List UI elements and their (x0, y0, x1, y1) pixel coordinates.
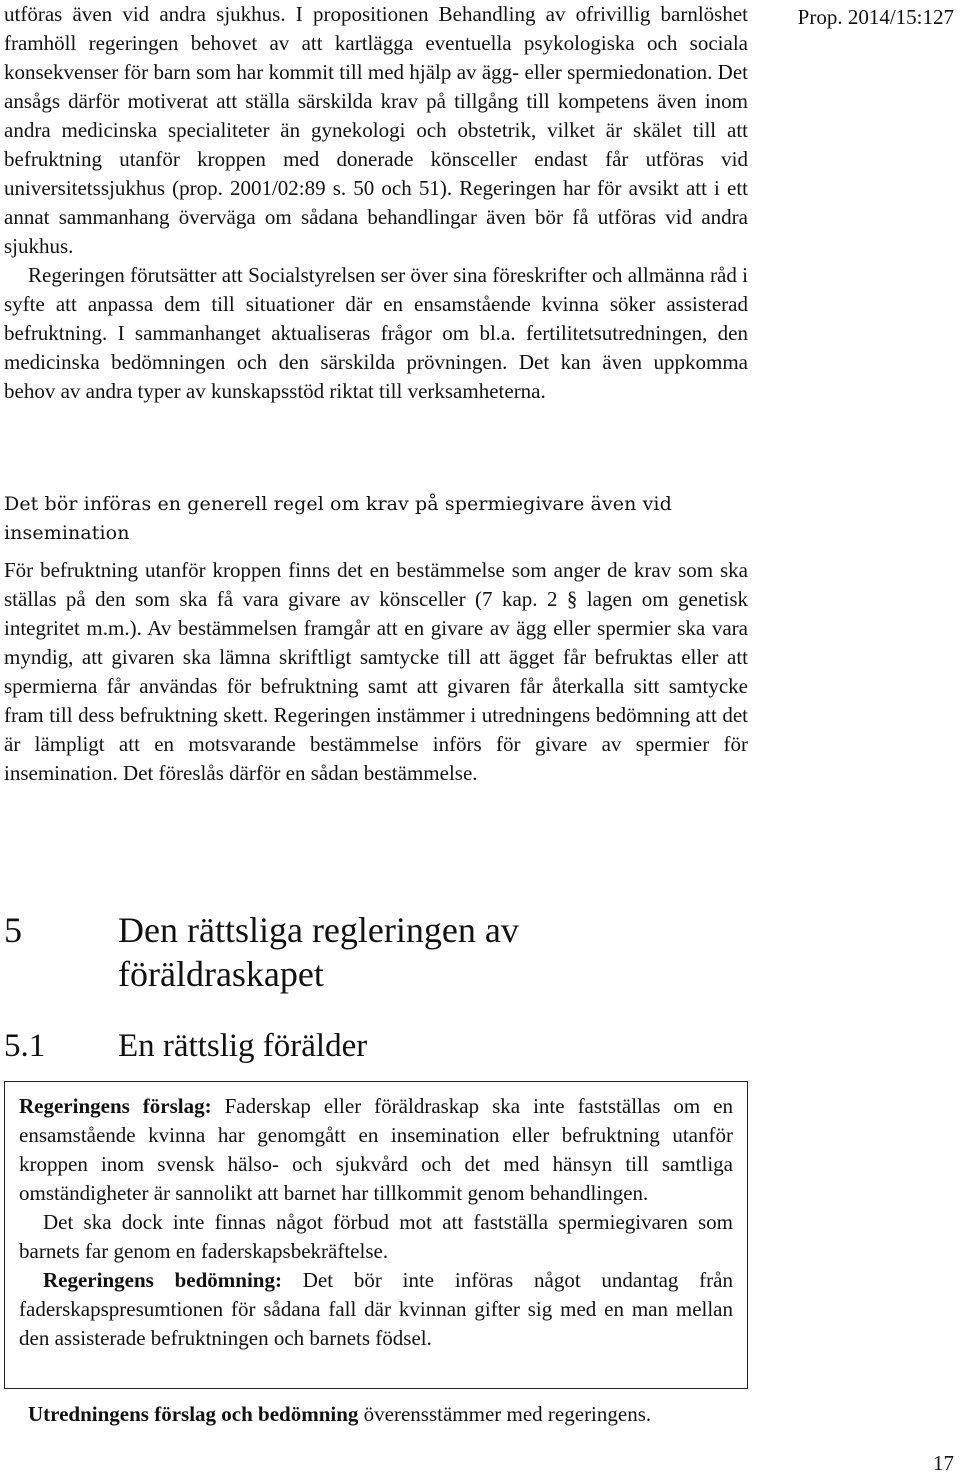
inquiry-text: överensstämmer med regeringens. (358, 1402, 652, 1426)
section-number: 5.1 (4, 1028, 46, 1064)
paragraph: utföras även vid andra sjukhus. I propositionen Behandling av ofrivillig barnlöshet framhöll regeringen behovet av att kartlägga eventuella psykologiska och sociala konsekvenser för barn som har kommit till med hjälp av ägg- eller spermiedonation. Det ansågs därför motiverat att ställa särskilda krav på tillgång till kompetens även inom andra medicinska specialiteter än gynekologi och obstetrik, vilket är skälet till att befruktning utanför kroppen med donerade könsceller endast får utföras vid universitetssjukhus (prop. 2001/02:89 s. 50 och 51). Regeringen har för avsikt att i ett annat sammanhang överväga om sådana behandlingar även bör få utföras vid andra sjukhus. (4, 2, 748, 258)
proposition-reference: Prop. 2014/15:127 (797, 5, 954, 29)
paragraph: Regeringen förutsätter att Socialstyrelsen ser över sina föreskrifter och allmänna råd i syfte att anpassa dem till situationer där en ensamstående kvinna söker assisterad befruktning. I sammanhanget aktualiseras frågor om bl.a. fertilitetsutredningen, den medicinska bedömningen och den särskilda prövningen. Det kan även uppkomma behov av andra typer av kunskapsstöd riktat till verksamheterna. (4, 263, 748, 403)
assessment-paragraph (19, 1266, 733, 1353)
proposal-box (4, 1081, 748, 1389)
inquiry-paragraph (4, 1400, 748, 1429)
section-heading (4, 1024, 678, 1068)
proposal-paragraph (19, 1092, 733, 1208)
section-title: En rättslig förälder (118, 1028, 368, 1064)
chapter-heading (4, 908, 678, 996)
assessment-text: Det bör inte införas något undantag från faderskapspresumtionen för sådana fall där kvinnan gifter sig med en man mellan den assisterade befruktningen och barnets födsel. (19, 1268, 733, 1350)
proposal-paragraph-2: Det ska dock inte finnas något förbud mot att fastställa spermiegivaren som barnets far genom en faderskapsbekräftelse. (19, 1210, 733, 1263)
page-number: 17 (933, 1451, 954, 1475)
chapter-title: Den rättsliga regleringen av föräldraskapet (118, 910, 519, 994)
inquiry-label: Utredningens förslag och bedömning (28, 1402, 359, 1426)
paragraph: För befruktning utanför kroppen finns det en bestämmelse som anger de krav som ska ställas på den som ska få vara givare av könsceller (7 kap. 2 § lagen om genetisk integritet m.m.). Av bestämmelsen framgår att en givare av ägg eller spermier ska vara myndig, att givaren ska lämna skriftligt samtycke till att ägget får befruktas eller att spermierna får användas för befruktning samt att givaren får återkalla sitt samtycke fram till dess befruktning skett. Regeringen instämmer i utredningens bedömning att det är lämpligt att en motsvarande bestämmelse införs för givare av spermier för insemination. Det föreslås därför en sådan bestämmelse. (4, 558, 748, 785)
body-text-middle (4, 556, 748, 788)
proposal-label: Regeringens förslag: (19, 1094, 212, 1118)
chapter-number: 5 (4, 910, 22, 950)
proposal-text: Faderskap eller föräldraskap ska inte fastställas om en ensamstående kvinna har genomgått en insemination eller befruktning utanför kroppen inom svensk hälso- och sjukvård och det med hänsyn till samtliga omständigheter är sannolikt att barnet har tillkommit genom behandlingen. (19, 1094, 733, 1205)
assessment-label: Regeringens bedömning: (43, 1268, 282, 1292)
inquiry-statement (4, 1400, 748, 1429)
body-text-top (4, 0, 748, 406)
subheading: Det bör införas en generell regel om krav på spermiegivare även vid insemination (4, 493, 672, 544)
